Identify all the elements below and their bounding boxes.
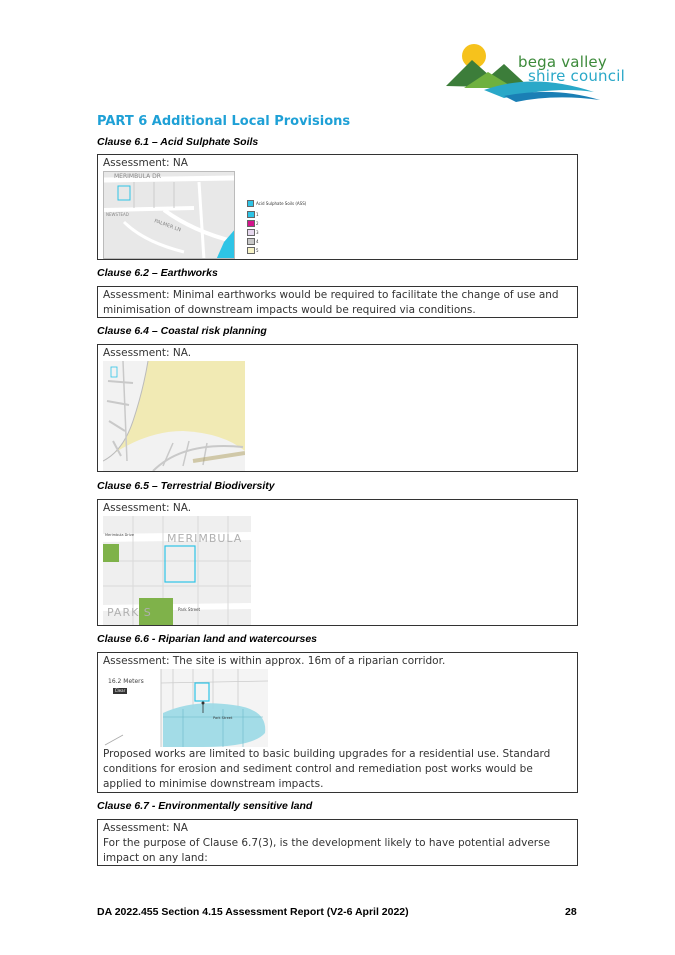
logo-text-line1: bega valley <box>518 53 607 71</box>
clause-6-2-assessment: Assessment: Minimal earthworks would be required to facilitate the change of use and minimisation of downstream impacts would be required via conditions. <box>103 289 559 316</box>
riparian-map <box>103 669 268 747</box>
biodiversity-map <box>103 516 251 625</box>
acid-sulphate-legend <box>244 199 314 259</box>
clause-6-2-title: Clause 6.2 – Earthworks <box>97 267 218 279</box>
coastal-risk-map <box>103 361 245 471</box>
map-label-merimbula-dr: MERIMBULA DR <box>114 173 161 180</box>
clause-6-7-assessment: Assessment: NA <box>103 822 188 834</box>
legend-label-4: 4 <box>256 239 259 244</box>
legend-label-3: 3 <box>256 230 259 235</box>
clause-6-4-assessment: Assessment: NA. <box>103 347 192 359</box>
clause-6-5-assessment: Assessment: NA. <box>103 502 192 514</box>
measure-clear-button[interactable]: Clear <box>114 688 126 693</box>
footer-text: DA 2022.455 Section 4.15 Assessment Report (V2-6 April 2022) <box>97 906 409 918</box>
clause-6-1-box <box>97 154 578 260</box>
logo-text-line2: shire council <box>528 67 625 85</box>
legend-label-5: 5 <box>256 248 259 253</box>
legend-swatch-5 <box>247 247 255 254</box>
map-label-park-street: Park Street <box>178 607 201 612</box>
clause-6-6-assessment: Assessment: The site is within approx. 16m of a riparian corridor. <box>103 655 446 667</box>
map-label-merimbula-drive: Merimbula Drive <box>105 533 134 537</box>
legend-swatch-1 <box>247 211 255 218</box>
map-label-palmer: PALMER LN <box>153 218 182 234</box>
clause-6-6-body: Proposed works are limited to basic building upgrades for a residential use. Standard conditions for erosion and sediment control and remediation post works would be applied to minimise downstream impacts. <box>103 748 551 790</box>
clause-6-2-box <box>97 286 578 318</box>
clause-6-7-title: Clause 6.7 - Environmentally sensitive land <box>97 800 313 812</box>
clause-6-1-title: Clause 6.1 – Acid Sulphate Soils <box>97 136 259 148</box>
svg-text:Park Street: Park Street <box>213 716 233 720</box>
map-label-merimbula: MERIMBULA <box>167 532 243 545</box>
legend-swatch-4 <box>247 238 255 245</box>
part-title: PART 6 Additional Local Provisions <box>97 114 351 129</box>
clause-6-7-body: For the purpose of Clause 6.7(3), is the development likely to have potential adverse impact on any land: <box>103 837 551 864</box>
clause-6-6-title: Clause 6.6 - Riparian land and watercourses <box>97 633 317 645</box>
map-label-newstead: NEWSTEAD <box>106 212 129 217</box>
clause-6-4-title: Clause 6.4 – Coastal risk planning <box>97 325 267 337</box>
map-label-park-s: PARK S <box>107 606 152 619</box>
clause-6-5-box <box>97 499 578 626</box>
legend-label-2: 2 <box>256 221 259 226</box>
measure-distance-label: 16.2 Meters <box>108 678 144 685</box>
clause-6-4-box <box>97 344 578 472</box>
legend-swatch-3 <box>247 229 255 236</box>
clause-6-7-box <box>97 819 578 866</box>
legend-label-1: 1 <box>256 212 259 217</box>
acid-sulphate-map <box>103 171 235 259</box>
page-number: 28 <box>565 906 577 918</box>
clause-6-1-assessment: Assessment: NA <box>103 157 188 169</box>
clause-6-5-title: Clause 6.5 – Terrestrial Biodiversity <box>97 480 275 492</box>
legend-swatch-2 <box>247 220 255 227</box>
legend-title: Acid Sulphate Soils (ASS) <box>256 201 307 206</box>
clause-6-6-box <box>97 652 578 793</box>
legend-checkbox[interactable] <box>247 200 254 207</box>
